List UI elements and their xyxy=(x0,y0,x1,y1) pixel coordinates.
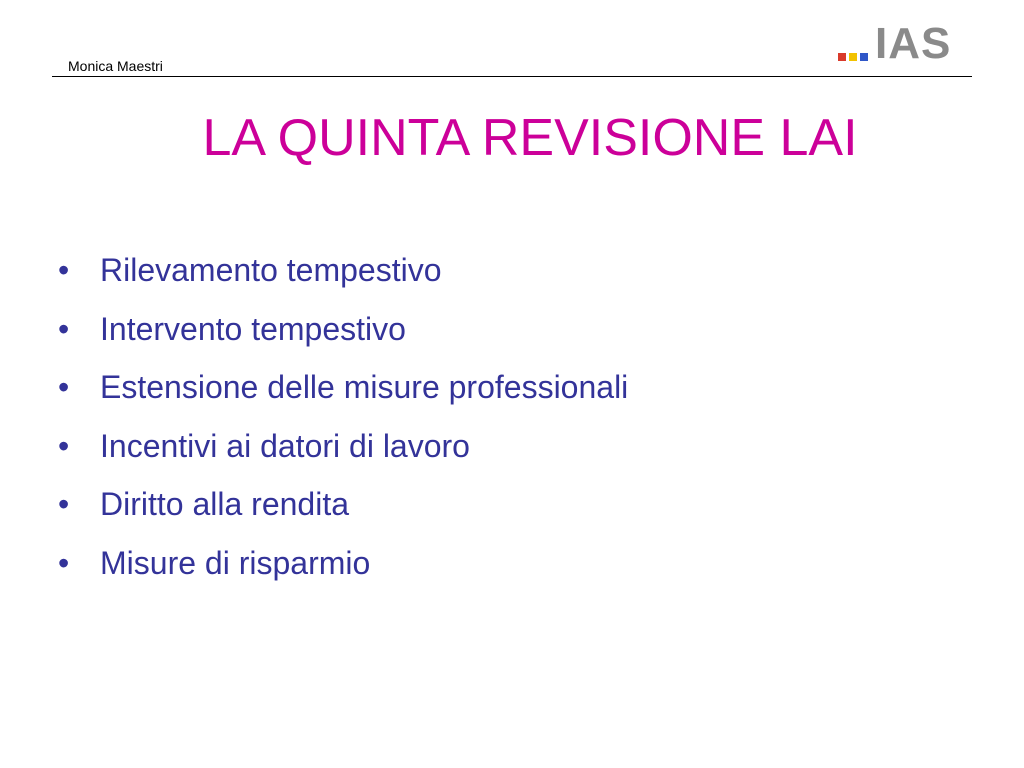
bullet-text: Diritto alla rendita xyxy=(100,486,349,522)
bullet-dot: • xyxy=(58,544,70,581)
bullet-item xyxy=(58,311,628,370)
bullet-dot: • xyxy=(58,310,70,347)
bullet-dot: • xyxy=(58,427,70,464)
bullet-text: Intervento tempestivo xyxy=(100,310,406,347)
bullet-text: Estensione delle misure professionali xyxy=(100,369,629,405)
bullet-item xyxy=(58,369,628,428)
bullet-text: Incentivi ai datori di lavoro xyxy=(100,427,470,464)
ias-logo xyxy=(838,19,952,68)
bullet-item xyxy=(58,252,628,311)
bullet-text: Misure di risparmio xyxy=(100,544,371,581)
logo-text: IAS xyxy=(875,19,952,68)
bullet-list xyxy=(58,252,628,603)
logo-square-yellow xyxy=(849,53,857,61)
logo-square-red xyxy=(838,53,846,61)
bullet-item xyxy=(58,486,628,545)
bullet-dot: • xyxy=(58,486,70,522)
bullet-item xyxy=(58,545,628,604)
header-divider xyxy=(52,76,972,77)
bullet-dot: • xyxy=(58,369,70,405)
logo-squares xyxy=(838,53,871,64)
logo-square-blue xyxy=(860,53,868,61)
bullet-item xyxy=(58,428,628,487)
bullet-dot: • xyxy=(58,252,70,288)
slide-title: LA QUINTA REVISIONE LAI xyxy=(202,109,858,167)
author-name: Monica Maestri xyxy=(68,58,163,74)
bullet-text: Rilevamento tempestivo xyxy=(100,252,442,288)
